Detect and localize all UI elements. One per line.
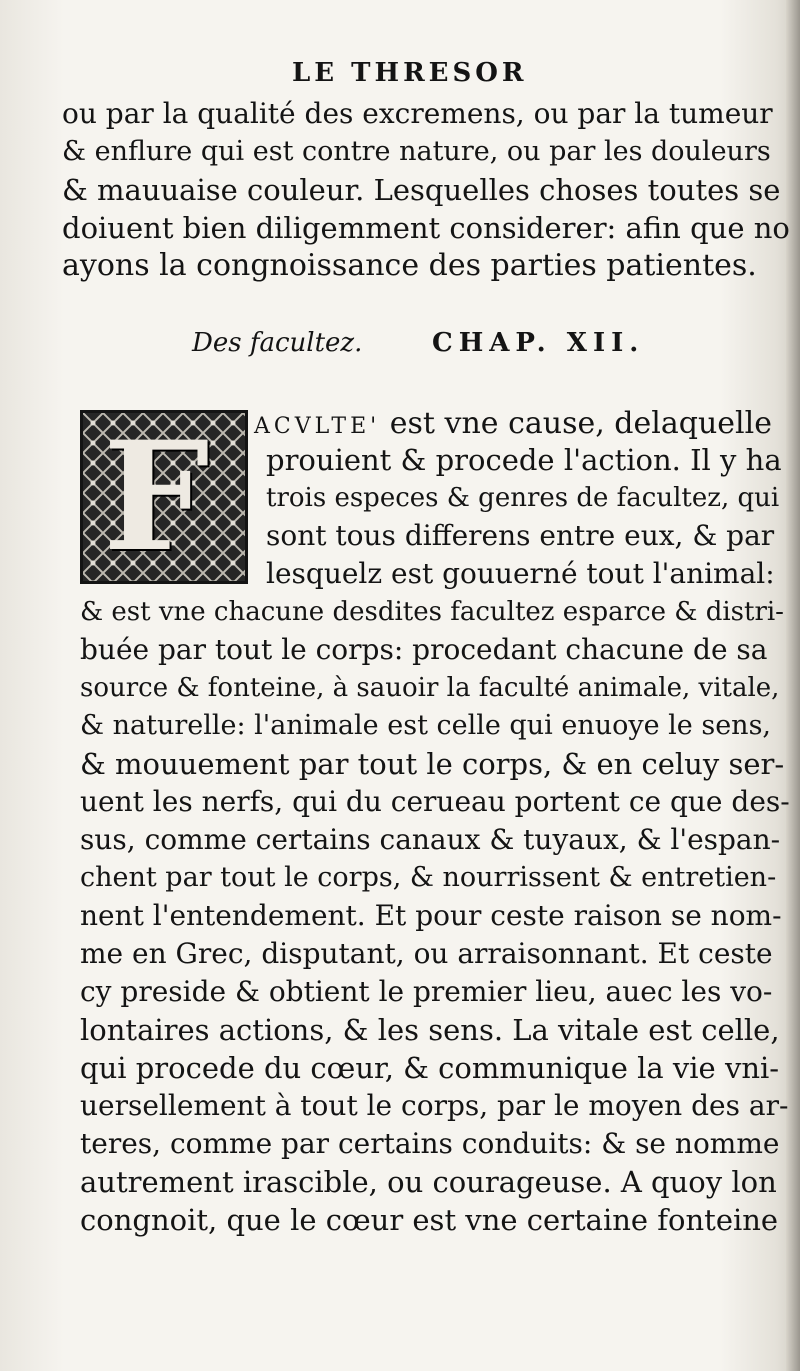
text-line: cy preside & obtient le premier lieu, auec les vo-	[80, 975, 773, 1008]
running-head: LE THRESOR	[292, 58, 528, 88]
text-line: source & fonteine, à sauoir la faculté animale, vitale,	[80, 673, 780, 703]
text-line: uent les nerfs, qui du cerueau portent ce que des-	[80, 785, 790, 818]
text-line: & mouuement par tout le corps, & en celuy ser-	[80, 747, 785, 781]
text-line: & mauuaise couleur. Lesquelles choses toutes se	[62, 173, 781, 207]
text-line: trois especes & genres de facultez, qui	[266, 483, 780, 513]
text-line: teres, comme par certains conduits: & se nomme	[80, 1127, 780, 1160]
text-line: ou par la qualité des excremens, ou par la tumeur	[62, 97, 773, 130]
text-line: lesquelz est gouuerné tout l'animal:	[266, 557, 775, 590]
text-line: & naturelle: l'animale est celle qui enuoye le sens,	[80, 710, 772, 741]
text-line: uersellement à tout le corps, par le moyen des ar-	[80, 1089, 789, 1122]
text-line: ayons la congnoissance des parties patientes.	[62, 248, 757, 283]
text-line: prouient & procede l'action. Il y ha	[266, 443, 782, 477]
text-line: & enflure qui est contre nature, ou par les douleurs	[62, 136, 771, 167]
chapter-heading	[0, 328, 800, 368]
chapter-title: Des facultez.	[192, 328, 363, 358]
text-line: sus, comme certains canaux & tuyaux, & l'espan-	[80, 823, 781, 856]
drop-cap-letter: F	[103, 410, 210, 584]
text-line: autrement irascible, ou courageuse. A quoy lon	[80, 1165, 777, 1199]
text-line: sont tous differens entre eux, & par	[266, 519, 775, 552]
chapter-number: CHAP. XII.	[432, 328, 645, 358]
text-line: buée par tout le corps: procedant chacune de sa	[80, 633, 768, 666]
text-line: doiuent bien diligemment considerer: afin que no	[62, 211, 790, 245]
text-fragment: est vne cause, delaquelle	[389, 406, 772, 441]
text-line: qui procede du cœur, & communique la vie vni-	[80, 1051, 780, 1085]
text-line: congnoit, que le cœur est vne certaine fonteine	[80, 1203, 779, 1237]
text-line-first	[254, 406, 772, 445]
small-caps-word: ACVLTE'	[254, 414, 381, 439]
page-edge-shadow	[786, 0, 800, 1371]
text-line: lontaires actions, & les sens. La vitale est celle,	[80, 1013, 780, 1047]
decorated-initial	[80, 410, 248, 584]
text-line: chent par tout le corps, & nourrissent & entretien-	[80, 862, 777, 893]
text-line: nent l'entendement. Et pour ceste raison se nom-	[80, 899, 782, 932]
text-line: me en Grec, disputant, ou arraisonnant. Et ceste	[80, 937, 773, 970]
text-line: & est vne chacune desdites facultez esparce & distri-	[80, 597, 784, 627]
